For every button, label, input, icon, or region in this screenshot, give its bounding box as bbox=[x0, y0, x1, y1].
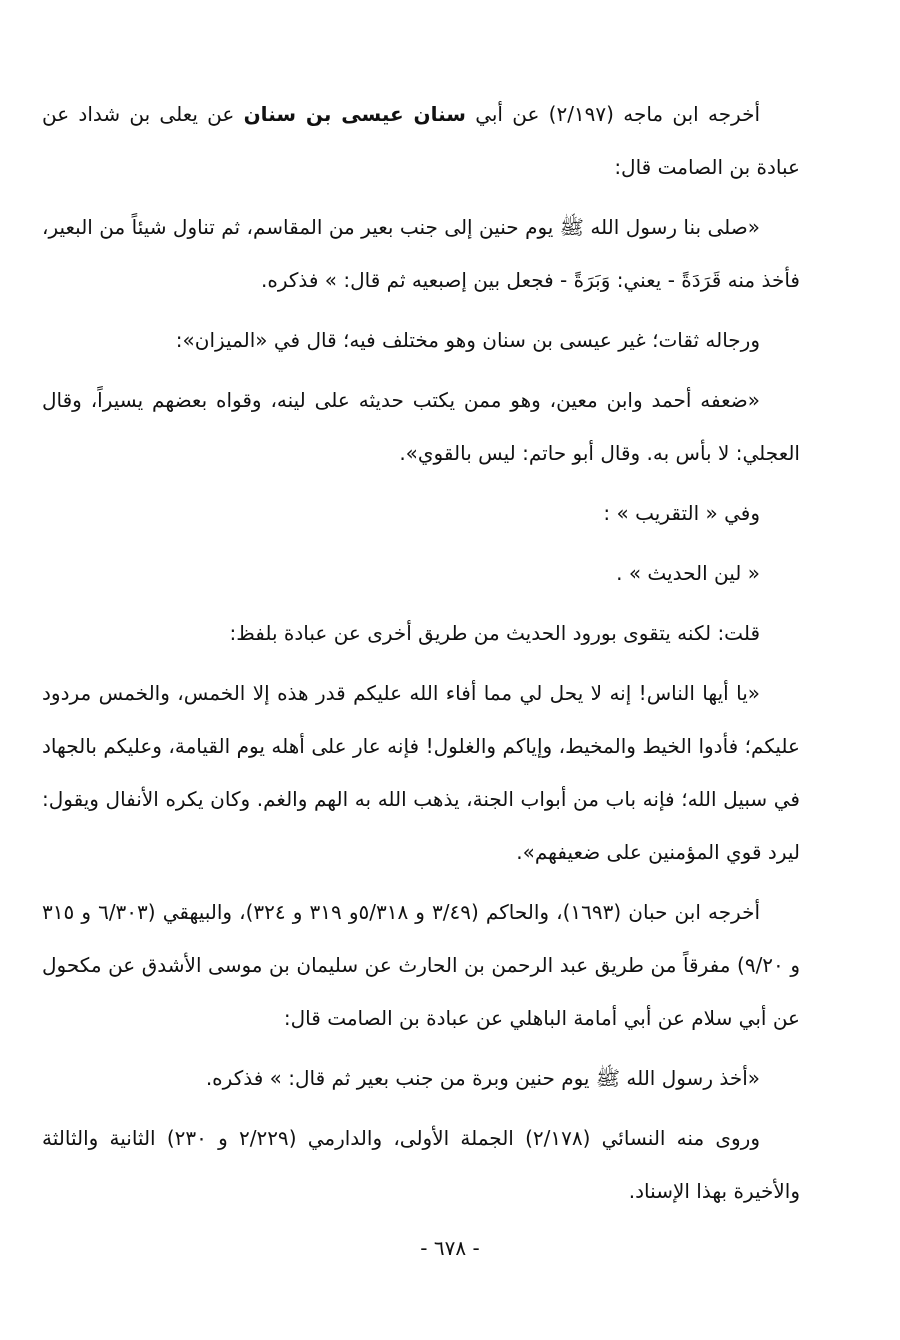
paragraph-takhrij-ibn-majah bbox=[42, 88, 800, 194]
paragraph-1-after: عن يعلى بن شداد عن عبادة بن الصامت قال: bbox=[42, 102, 800, 179]
paragraph-takhrij-ibn-hibban: أخرجه ابن حبان (١٦٩٣)، والحاكم (٣/٤٩ و ٥/٣١٨و ٣١٩ و ٣٢٤)، والبيهقي (٦/٣٠٣ و ٣١٥ و ٩/٢٠) مفرقاً من طريق عبد الرحمن بن الحارث عن سليمان بن موسى الأشدق عن مكحول عن أبي سلام عن أبي أمامة الباهلي عن عبادة بن الصامت قال: bbox=[42, 900, 800, 1030]
paragraph-taqrib: وفي « التقريب » : bbox=[603, 501, 760, 525]
paragraph-nasai: وروى منه النسائي (٢/١٧٨) الجملة الأولى، والدارمي (٢/٢٢٩ و ٢٣٠) الثانية والثالثة والأخيرة بهذا الإسناد. bbox=[42, 1126, 800, 1203]
paragraph-hadith-ya-ayyuha-annas: «يا أيها الناس! إنه لا يحل لي مما أفاء الله عليكم قدر هذه إلا الخمس، والخمس مردود عليكم؛ فأدوا الخيط والمخيط، وإياكم والغلول! فإنه عار على أهله يوم القيامة، وعليكم بالجهاد في سبيل الله؛ فإنه باب من أبواب الجنة، يذهب الله به الهم والغم. وكان يكره الأنفال ويقول: ليرد قوي المؤمنين على ضعيفهم». bbox=[42, 681, 800, 864]
paragraph-hadith-hunain: «صلى بنا رسول الله ﷺ يوم حنين إلى جنب بعير من المقاسم، ثم تناول شيئاً من البعير، فأخذ منه قَرَدَةً - يعني: وَبَرَةً - فجعل بين إصبعيه ثم قال: » فذكره. bbox=[42, 215, 800, 292]
paragraph-1-before: أخرجه ابن ماجه (٢/١٩٧) عن أبي bbox=[465, 102, 761, 126]
paragraph-qultu: قلت: لكنه يتقوى بورود الحديث من طريق أخرى عن عبادة بلفظ: bbox=[229, 621, 760, 645]
page-number: - ٦٧٨ - bbox=[420, 1236, 480, 1260]
paragraph-mizan-quote: «ضعفه أحمد وابن معين، وهو ممن يكتب حديثه على لينه، وقواه بعضهم يسيراً، وقال العجلي: لا بأس به. وقال أبو حاتم: ليس بالقوي». bbox=[42, 388, 800, 465]
paragraph-hadith-wabara: «أخذ رسول الله ﷺ يوم حنين وبرة من جنب بعير ثم قال: » فذكره. bbox=[205, 1066, 760, 1090]
paragraph-1-bold-narrator: سنان عيسى بن سنان bbox=[243, 102, 466, 126]
paragraph-rijal: ورجاله ثقات؛ غير عيسى بن سنان وهو مختلف فيه؛ قال في «الميزان»: bbox=[175, 328, 760, 352]
paragraph-layyin: « لين الحديث » . bbox=[616, 561, 760, 585]
page-body bbox=[42, 88, 800, 1225]
